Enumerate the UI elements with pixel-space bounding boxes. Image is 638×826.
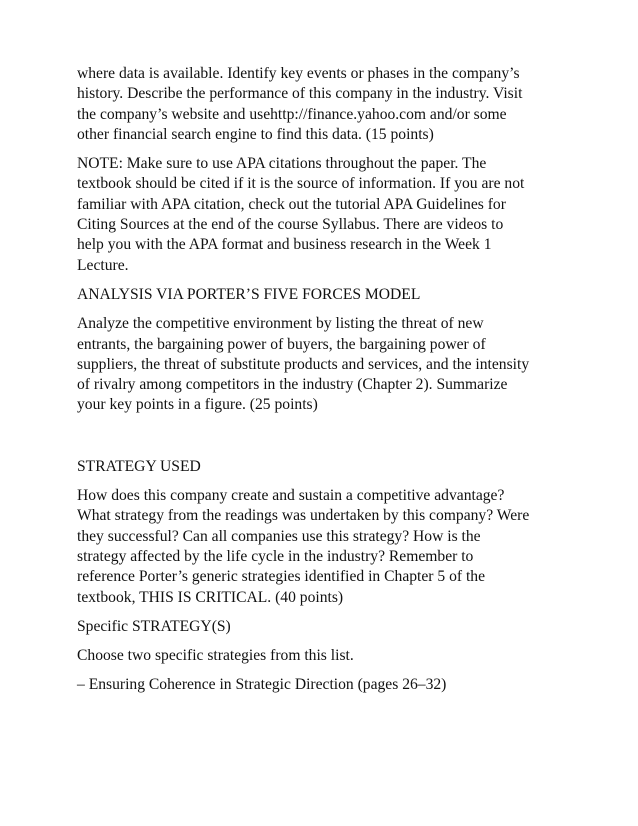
- text-line: other financial search engine to find this data. (15 points): [77, 125, 434, 143]
- text-line: your key points in a figure. (25 points): [77, 396, 318, 414]
- heading-five-forces: [77, 285, 577, 305]
- text-line: Citing Sources at the end of the course Syllabus. There are videos to: [77, 216, 504, 234]
- section-heading: ANALYSIS VIA PORTER’S FIVE FORCES MODEL: [77, 285, 421, 303]
- list-item-coherence: [77, 675, 577, 695]
- heading-strategy-used: [77, 457, 577, 477]
- text-line: they successful? Can all companies use this strategy? How is the: [77, 527, 481, 545]
- document-body: [77, 64, 577, 705]
- text-line: Lecture.: [77, 256, 129, 274]
- text-line: help you with the APA format and business research in the Week 1: [77, 236, 492, 254]
- paragraph-apa-note: [77, 154, 577, 276]
- paragraph-strategy-used: [77, 486, 577, 608]
- list-item: – Ensuring Coherence in Strategic Direction (pages 26–32): [77, 676, 447, 694]
- text-line: reference Porter’s generic strategies identified in Chapter 5 of the: [77, 568, 486, 586]
- paragraph-five-forces: [77, 314, 577, 415]
- text-line: NOTE: Make sure to use APA citations throughout the paper. The: [77, 155, 487, 173]
- heading-specific-strategies: [77, 617, 577, 637]
- text-line: textbook, THIS IS CRITICAL. (40 points): [77, 588, 344, 606]
- text-line: of rivalry among competitors in the industry (Chapter 2). Summarize: [77, 376, 508, 394]
- text-line: textbook should be cited if it is the source of information. If you are not: [77, 175, 525, 193]
- blank-line: [77, 425, 577, 457]
- text-line: How does this company create and sustain a competitive advantage?: [77, 487, 505, 505]
- text-line: history. Describe the performance of this company in the industry. Visit: [77, 85, 523, 103]
- text-line: entrants, the bargaining power of buyers, the bargaining power of: [77, 335, 486, 353]
- text-line: What strategy from the readings was undertaken by this company? Were: [77, 507, 530, 525]
- text-line: where data is available. Identify key events or phases in the company’s: [77, 65, 520, 82]
- paragraph-company-history: [77, 64, 577, 145]
- section-heading: Specific STRATEGY(S): [77, 617, 231, 635]
- text-line: Choose two specific strategies from this list.: [77, 647, 354, 665]
- text-line: familiar with APA citation, check out the tutorial APA Guidelines for: [77, 195, 506, 213]
- text-line: strategy affected by the life cycle in the industry? Remember to: [77, 547, 474, 565]
- text-line: Analyze the competitive environment by listing the threat of new: [77, 315, 484, 333]
- section-heading: STRATEGY USED: [77, 457, 201, 475]
- text-line: suppliers, the threat of substitute products and services, and the intensity: [77, 355, 530, 373]
- text-line: the company’s website and usehttp://finance.yahoo.com and/or some: [77, 105, 507, 123]
- paragraph-choose-strategies: [77, 646, 577, 666]
